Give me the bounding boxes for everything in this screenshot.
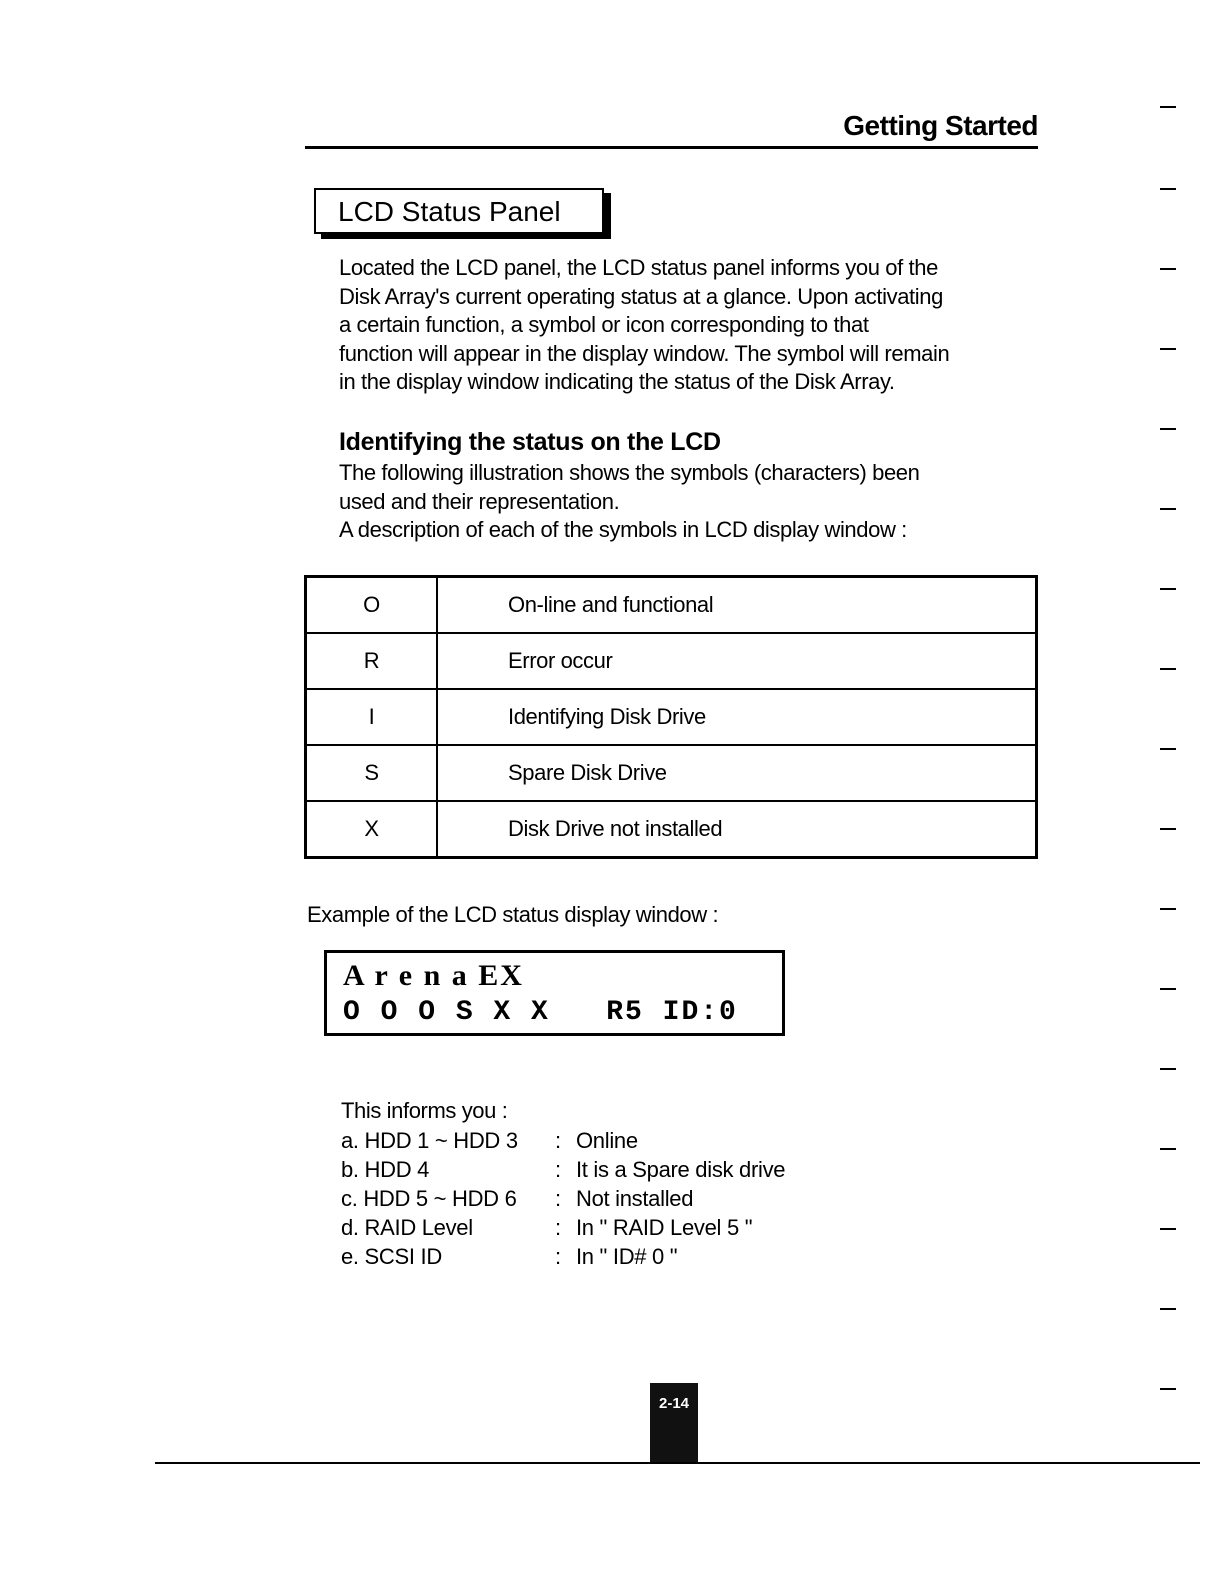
table-row xyxy=(306,801,1037,858)
edge-mark xyxy=(1160,668,1176,670)
edge-mark xyxy=(1160,748,1176,750)
edge-mark xyxy=(1160,1068,1176,1070)
intro-paragraph xyxy=(339,254,1039,397)
lcd-line-1: A r e n a EX xyxy=(343,959,524,992)
info-value: In " ID# 0 " xyxy=(576,1244,678,1269)
header-title: Getting Started xyxy=(843,110,1038,141)
edge-mark xyxy=(1160,828,1176,830)
subsection-title: Identifying the status on the LCD xyxy=(339,428,721,456)
info-key: a. HDD 1 ~ HDD 3 xyxy=(341,1128,518,1153)
intro-line: a certain function, a symbol or icon corresponding to that xyxy=(339,312,869,337)
edge-mark xyxy=(1160,588,1176,590)
page-number: 2-14 xyxy=(650,1383,698,1463)
meaning-cell: Disk Drive not installed xyxy=(437,801,1037,858)
symbol-table xyxy=(304,575,1038,859)
info-key: b. HDD 4 xyxy=(341,1157,430,1182)
edge-mark xyxy=(1160,1308,1176,1310)
subsection-line: The following illustration shows the symbols (characters) been xyxy=(339,460,920,485)
edge-mark xyxy=(1160,1388,1176,1390)
meaning-cell: Spare Disk Drive xyxy=(437,745,1037,801)
edge-mark xyxy=(1160,348,1176,350)
subsection-line: used and their representation. xyxy=(339,488,620,514)
symbol-cell: S xyxy=(306,745,438,801)
meaning-cell: On-line and functional xyxy=(437,577,1037,634)
intro-line: in the display window indicating the status of the Disk Array. xyxy=(339,369,895,394)
edge-mark xyxy=(1160,988,1176,990)
subsection-paragraph xyxy=(339,459,1039,545)
lcd-display-window xyxy=(324,950,785,1036)
subsection-line: A description of each of the symbols in LCD display window : xyxy=(339,517,907,542)
table-row xyxy=(306,689,1037,745)
edge-mark xyxy=(1160,1148,1176,1150)
info-value: Not installed xyxy=(576,1186,694,1211)
info-colon: : xyxy=(555,1186,561,1211)
intro-line: Located the LCD panel, the LCD status panel informs you of the xyxy=(339,255,938,280)
info-value: In " RAID Level 5 " xyxy=(576,1215,753,1240)
intro-line: function will appear in the display window. The symbol will remain xyxy=(339,340,950,366)
example-label: Example of the LCD status display window : xyxy=(307,902,719,927)
symbol-cell: I xyxy=(306,689,438,745)
edge-mark xyxy=(1160,1228,1176,1230)
info-colon: : xyxy=(555,1157,561,1182)
info-value: It is a Spare disk drive xyxy=(576,1157,786,1182)
edge-mark xyxy=(1160,268,1176,270)
info-value: Online xyxy=(576,1128,638,1153)
edge-mark xyxy=(1160,188,1176,190)
info-key: d. RAID Level xyxy=(341,1215,473,1240)
informs-intro: This informs you : xyxy=(341,1098,508,1123)
edge-mark xyxy=(1160,428,1176,430)
footer-rule xyxy=(155,1462,1200,1464)
section-title: LCD Status Panel xyxy=(314,188,604,234)
intro-line: Disk Array's current operating status at a glance. Upon activating xyxy=(339,283,943,309)
info-colon: : xyxy=(555,1128,561,1153)
symbol-cell: X xyxy=(306,801,438,858)
meaning-cell: Error occur xyxy=(437,633,1037,689)
edge-mark xyxy=(1160,508,1176,510)
info-key: c. HDD 5 ~ HDD 6 xyxy=(341,1186,517,1211)
table-row xyxy=(306,633,1037,689)
edge-mark xyxy=(1160,908,1176,910)
info-key: e. SCSI ID xyxy=(341,1244,442,1269)
meaning-cell: Identifying Disk Drive xyxy=(437,689,1037,745)
edge-mark xyxy=(1160,106,1176,108)
table-row xyxy=(306,745,1037,801)
symbol-cell: R xyxy=(306,633,438,689)
header-rule xyxy=(305,146,1038,149)
table-row xyxy=(306,577,1037,634)
lcd-line-2: O O O S X X R5 ID:0 xyxy=(343,997,738,1028)
info-colon: : xyxy=(555,1215,561,1240)
info-colon: : xyxy=(555,1244,561,1269)
symbol-cell: O xyxy=(306,577,438,634)
